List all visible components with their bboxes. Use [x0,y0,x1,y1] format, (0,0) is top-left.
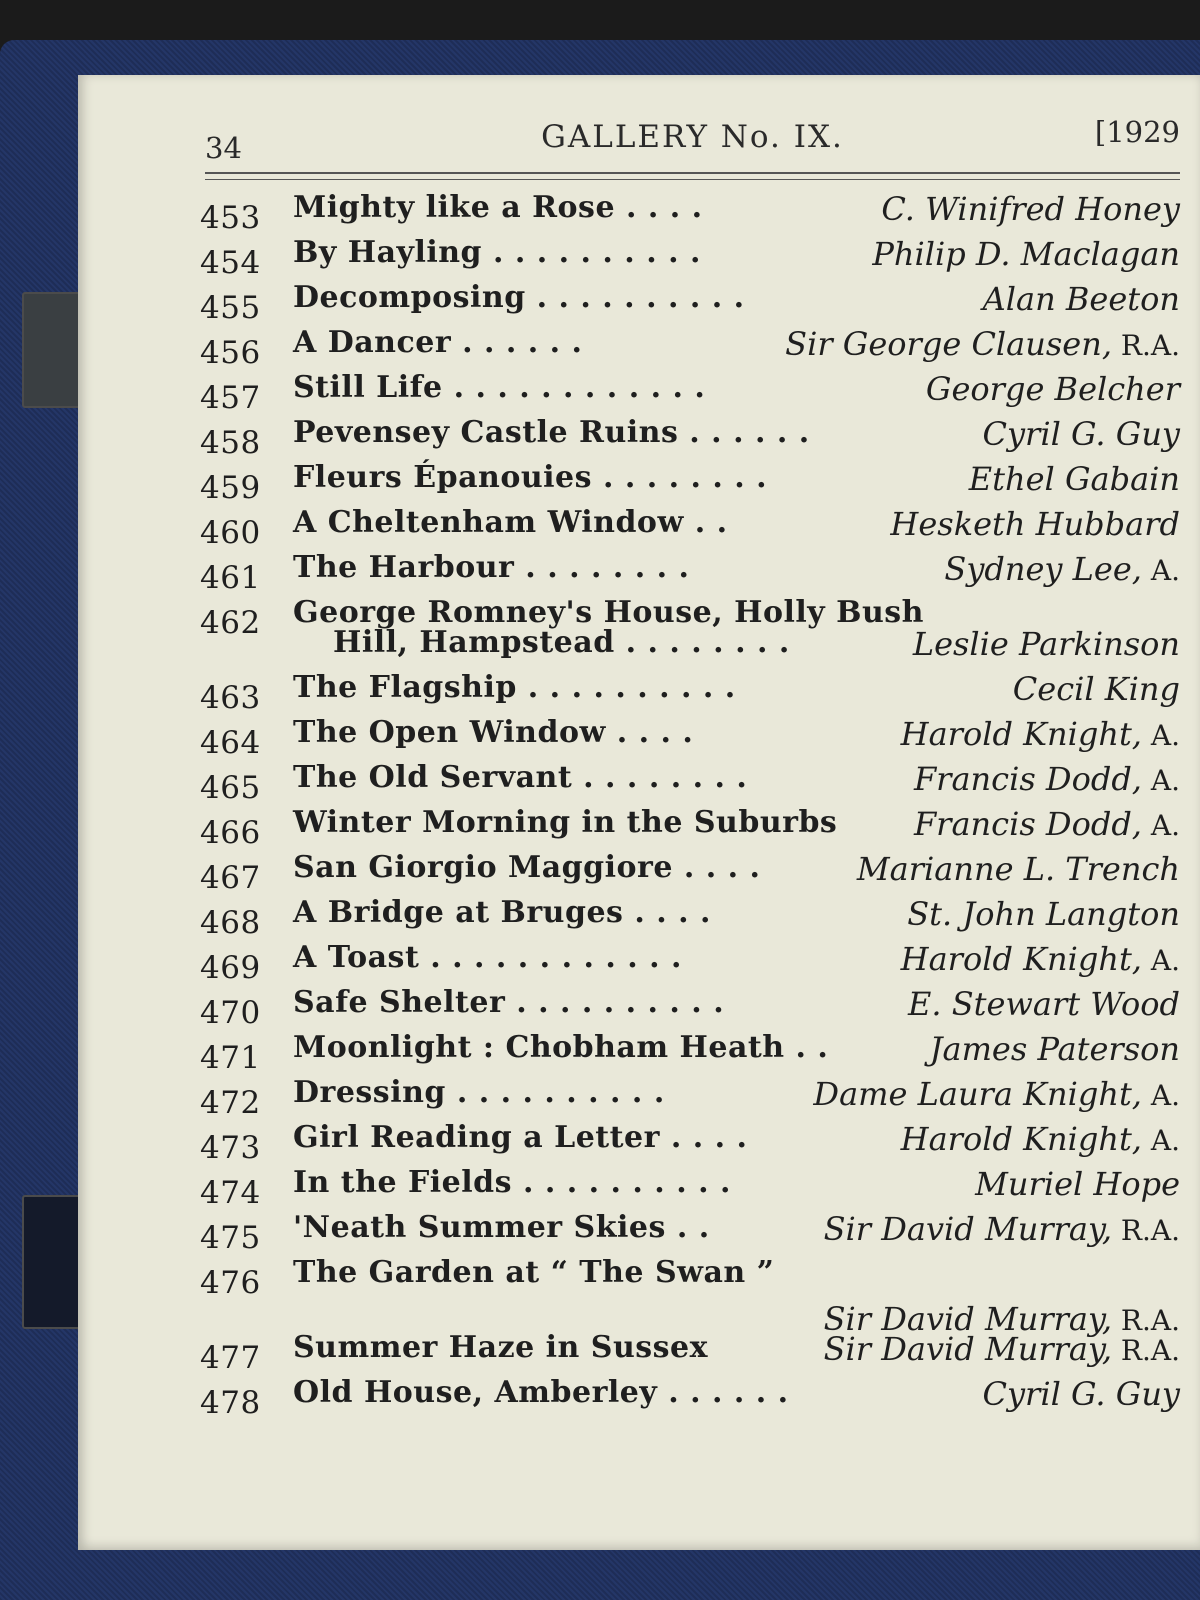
entry-title: A Toast . . . . . . . . . . . . [293,940,682,975]
entry-number: 453 [200,200,261,236]
artist-name: Harold Knight, [900,715,1142,753]
page-number: 34 [205,131,242,165]
entry-number: 472 [200,1085,261,1121]
artist-name: George Belcher [925,370,1180,408]
header-rule [205,172,1180,174]
entry-number: 470 [200,995,261,1031]
artist-name: Hesketh Hubbard [890,505,1180,543]
entry-artist [872,235,1180,273]
entry-title: A Cheltenham Window . . [293,505,728,540]
entry-artist [901,1120,1180,1158]
page-header [205,115,1180,175]
artist-name: C. Winifred Honey [881,190,1180,228]
entry-number: 464 [200,725,261,761]
artist-name: Leslie Parkinson [912,625,1180,663]
entry-number: 457 [200,380,261,416]
entry-title: A Dancer . . . . . . [293,325,583,360]
artist-name: Cyril G. Guy [982,1375,1180,1413]
entry-title: Girl Reading a Letter . . . . [293,1120,748,1155]
artist-honour: A. [1141,719,1180,752]
entry-number: 467 [200,860,261,896]
entry-artist [908,985,1180,1023]
entry-title: Winter Morning in the Suburbs [293,805,838,840]
entry-number: 454 [200,245,261,281]
entry-title: San Giorgio Maggiore . . . . [293,850,761,885]
entry-artist [913,625,1180,663]
entry-number: 478 [200,1385,261,1421]
entry-title: The Harbour . . . . . . . . [293,550,690,585]
entry-number: 474 [200,1175,261,1211]
entry-number: 476 [200,1265,261,1301]
entry-title: Dressing . . . . . . . . . . [293,1075,665,1110]
artist-name: Harold Knight, [900,940,1142,978]
entry-number: 462 [200,605,261,641]
entry-number: 463 [200,680,261,716]
entry-number: 471 [200,1040,261,1076]
artist-name: Sir David Murray, [823,1300,1112,1338]
entry-title: Pevensey Castle Ruins . . . . . . [293,415,810,450]
entry-artist [785,325,1180,363]
entry-artist [982,415,1180,453]
entry-artist [824,1210,1180,1248]
artist-name: Cecil King [1012,670,1180,708]
entry-number: 459 [200,470,261,506]
artist-name: Francis Dodd, [913,805,1142,843]
entry-title: Old House, Amberley . . . . . . [293,1375,789,1410]
entry-title: Moonlight : Chobham Heath . . [293,1030,829,1065]
entry-title: Still Life . . . . . . . . . . . . [293,370,706,405]
artist-honour: A. [1141,1124,1180,1157]
artist-name: Harold Knight, [900,1120,1142,1158]
entry-title: The Garden at “ The Swan ” [293,1255,775,1290]
artist-honour: R.A. [1111,329,1180,362]
entry-number: 466 [200,815,261,851]
entry-number: 458 [200,425,261,461]
entry-artist [907,895,1180,933]
artist-name: Sydney Lee, [944,550,1142,588]
entry-artist [857,850,1180,888]
artist-name: St. John Langton [907,895,1180,933]
entry-artist [914,760,1180,798]
entry-title: Mighty like a Rose . . . . [293,190,703,225]
entry-artist [930,1030,1180,1068]
entry-artist [926,370,1180,408]
artist-honour: A. [1141,1079,1180,1112]
artist-name: Philip D. Maclagan [872,235,1180,273]
artist-honour: A. [1141,764,1180,797]
entry-title: Summer Haze in Sussex [293,1330,709,1365]
entry-number: 473 [200,1130,261,1166]
entry-artist [813,1075,1180,1113]
entry-number: 468 [200,905,261,941]
entry-number: 465 [200,770,261,806]
artist-honour: A. [1141,554,1180,587]
artist-name: Dame Laura Knight, [813,1075,1142,1113]
artist-honour: R.A. [1111,1334,1180,1367]
artist-honour: R.A. [1111,1214,1180,1247]
artist-name: Sir George Clausen, [785,325,1112,363]
entry-number: 460 [200,515,261,551]
entry-artist [901,940,1180,978]
year-label: [1929 [1094,115,1180,149]
artist-name: Sir David Murray, [823,1210,1112,1248]
entry-title: George Romney's House, Holly Bush [293,595,924,630]
entry-artist [901,715,1180,753]
header-rule-thin [205,179,1180,180]
entry-artist [982,1375,1180,1413]
artist-name: Muriel Hope [975,1165,1180,1203]
entry-title: By Hayling . . . . . . . . . . [293,235,701,270]
artist-name: Francis Dodd, [913,760,1142,798]
entry-number: 475 [200,1220,261,1256]
entry-number: 455 [200,290,261,326]
artist-name: Marianne L. Trench [856,850,1180,888]
entry-title: In the Fields . . . . . . . . . . [293,1165,731,1200]
entry-title: The Old Servant . . . . . . . . [293,760,748,795]
entry-artist [881,190,1180,228]
artist-name: Alan Beeton [982,280,1180,318]
artist-honour: R.A. [1111,1304,1180,1337]
entry-artist [824,1330,1180,1368]
entry-title: Decomposing . . . . . . . . . . [293,280,745,315]
artist-name: Cyril G. Guy [982,415,1180,453]
artist-name: E. Stewart Wood [908,985,1180,1023]
entry-artist [944,550,1180,588]
entry-artist [969,460,1180,498]
entry-title: A Bridge at Bruges . . . . [293,895,711,930]
entry-artist [1013,670,1180,708]
entry-artist [975,1165,1180,1203]
entry-title: Fleurs Épanouies . . . . . . . . [293,460,768,495]
entry-artist [890,505,1180,543]
artist-honour: A. [1141,809,1180,842]
entry-title: The Open Window . . . . [293,715,694,750]
artist-name: Ethel Gabain [968,460,1180,498]
entry-artist [983,280,1180,318]
entry-title: Safe Shelter . . . . . . . . . . [293,985,725,1020]
artist-name: James Paterson [929,1030,1180,1068]
entry-title-continued: Hill, Hampstead . . . . . . . . [333,625,790,660]
entry-title: 'Neath Summer Skies . . [293,1210,710,1245]
artist-name: Sir David Murray, [823,1330,1112,1368]
entry-number: 461 [200,560,261,596]
entry-artist [914,805,1180,843]
entry-title: The Flagship . . . . . . . . . . [293,670,736,705]
page-title: GALLERY No. IX. [541,119,844,155]
entry-number: 456 [200,335,261,371]
entry-number: 469 [200,950,261,986]
entry-number: 477 [200,1340,261,1376]
artist-honour: A. [1141,944,1180,977]
